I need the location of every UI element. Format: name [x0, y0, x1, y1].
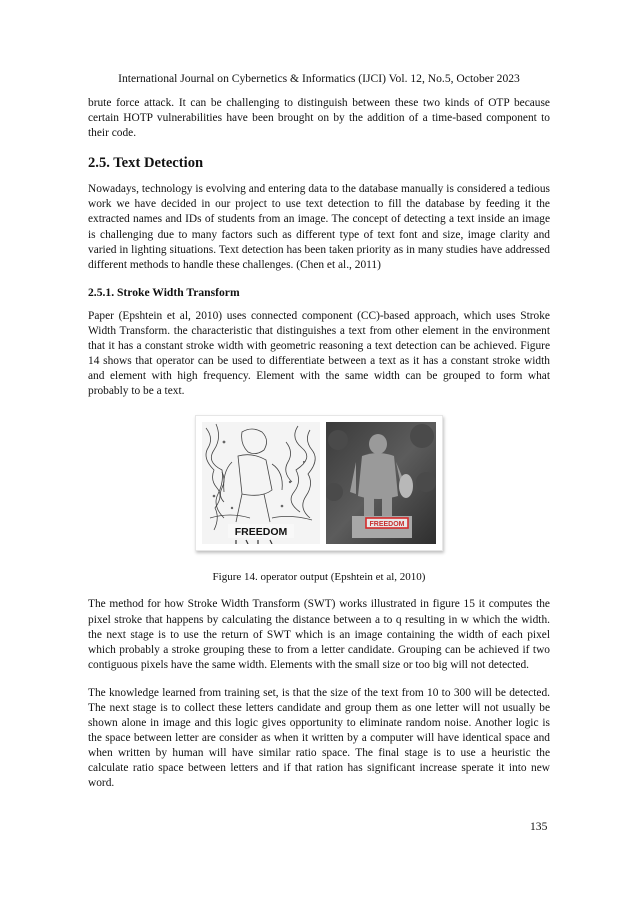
figure-14 — [195, 415, 443, 551]
subsection-heading: 2.5.1. Stroke Width Transform — [88, 285, 240, 299]
subsection-paragraph-3: The knowledge learned from training set, is that the size of the text from 10 to 300 will be detected. The next stage is to collect these letters candidate and group them as one letter will not usually be shown alone in image and this logic gives opportunity to eliminate random noise. Another logic is the space between letter are consider as when it written by a computer will have identical space and when written by human will have similar ratio space. The final stage is to use a heuristic the calculate ratio space between letters and if that ration has significant increase sperate it into new word. — [88, 686, 550, 790]
running-header: International Journal on Cybernetics & Informatics (IJCI) Vol. 12, No.5, October 2023 — [118, 72, 520, 85]
subsection-paragraph-1: Paper (Epshtein et al, 2010) uses connected component (CC)-based approach, which uses Stroke Width Transform. the characteristic that distinguishes a text from other element in the environment that it has a constant stroke width with geometric reasoning a text detection can be achieved. Figure 14 shows that operator can be used to differentiate between a text as it has a constant stroke width and element with high frequency. Element with the same width can be grouped to form what probably to be a text. — [88, 309, 550, 398]
subsection-paragraph-2: The method for how Stroke Width Transform (SWT) works illustrated in figure 15 it computes the pixel stroke that happens by calculating the distance between a to q resulting in w which the width. the next stage is to use the return of SWT which is an image containing the width of each pixel which probably a stroke grouping these to from a letter candidate. Grouping can be achieved if two contiguous pixels have the same width. Elements with the small size or too big will not detected. — [88, 598, 550, 671]
intro-paragraph: brute force attack. It can be challenging to distinguish between these two kinds of OTP because certain HOTP vulnerabilities have been brought on by the addition of a time-based component to their code. — [88, 97, 550, 140]
swt-detected-text: FREEDOM — [234, 526, 288, 539]
page-number: 135 — [530, 820, 548, 833]
figure-caption: Figure 14. operator output (Epshtein et al, 2010) — [212, 571, 426, 584]
page-content — [88, 96, 550, 792]
swt-output-image — [202, 422, 320, 544]
statue-photo — [326, 422, 436, 544]
photo-sign-text: FREEDOM — [369, 521, 405, 529]
section-paragraph: Nowadays, technology is evolving and entering data to the database manually is considered a tedious work we have decided in our project to use text detection to fill the database by feeding it the extracted names and IDs of students from an image. The concept of detecting a text inside an image is challenging due to many factors such as different type of text font and size, image clarity and varied in lighting situations. Text detection has been taken priority as in many studies have addressed different methods to handle these challenges. (Chen et al., 2011) — [88, 183, 550, 271]
section-heading: 2.5. Text Detection — [88, 155, 204, 172]
